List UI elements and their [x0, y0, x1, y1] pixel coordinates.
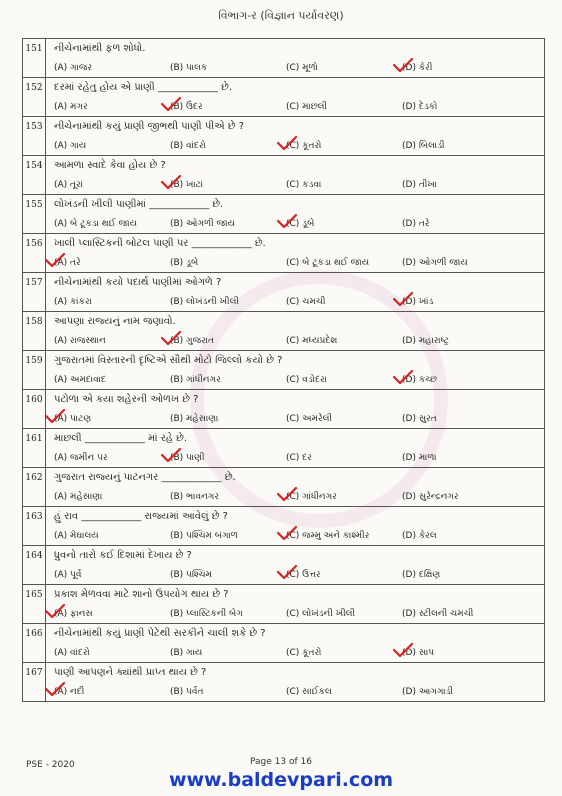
question-cell [46, 546, 545, 585]
question-number: 154 [23, 156, 46, 195]
question-cell [46, 585, 545, 624]
answer-option[interactable]: (A) રાજસ્થાન [54, 336, 106, 346]
question-number: 163 [23, 507, 46, 546]
answer-option[interactable]: (C) મૂળો [286, 63, 318, 73]
question-cell [46, 507, 545, 546]
red-tick-mark-icon [276, 564, 298, 580]
red-tick-mark-icon [392, 642, 414, 658]
answer-option[interactable]: (A) ફાનસ [54, 609, 93, 619]
red-tick-mark-icon [160, 447, 182, 463]
red-tick-mark-icon [160, 174, 182, 190]
question-text: પટોળા એ કયા શહેરની ઓળખ છે ? [54, 394, 199, 405]
red-tick-mark-icon [44, 252, 66, 268]
question-row [23, 39, 545, 78]
question-row [23, 390, 545, 429]
answer-option[interactable]: (C) માછલી [286, 102, 328, 112]
answer-option[interactable]: (C) કૂતરો [286, 648, 322, 658]
question-number: 151 [23, 39, 46, 78]
answer-option[interactable]: (B) ભાવનગર [170, 492, 219, 502]
question-row [23, 78, 545, 117]
red-tick-mark-icon [392, 369, 414, 385]
question-row [23, 429, 545, 468]
red-tick-mark-icon [276, 525, 298, 541]
answer-option[interactable]: (B) પશ્ચિમ [170, 570, 212, 580]
question-number: 160 [23, 390, 46, 429]
question-text: ધ્રુવનો તારો કઈ દિશામાં દેખાય છે ? [54, 550, 192, 561]
answer-option[interactable]: (A) તૂરાં [54, 180, 83, 190]
question-cell [46, 663, 545, 702]
answer-option[interactable]: (A) ગાજર [54, 63, 92, 73]
answer-option[interactable]: (D) કેરલ [402, 531, 437, 541]
answer-option[interactable]: (D) કચ્છ [402, 375, 437, 385]
question-text: નીચેનામાંથી કયું પ્રાણી જીભથી પાણી પીએ છે ? [54, 121, 245, 132]
question-cell [46, 468, 545, 507]
footer-code: PSE - 2020 [26, 760, 75, 770]
page-header: વિભાગ-ર (વિજ્ઞાન પર્યાવરણ) [218, 9, 344, 22]
answer-option[interactable]: (B) પશ્ચિમ બંગાળ [170, 531, 238, 541]
question-text: ગુજરાત રાજ્યનું પાટનગર ____________ છે. [54, 472, 236, 483]
red-tick-mark-icon [44, 681, 66, 697]
answer-option[interactable]: (C) ડૂબે [286, 219, 315, 229]
question-text: ગુજરાતમાં વિસ્તારની દૃષ્ટિએ સૌથી મોટો જિલ્લો કયો છે ? [54, 355, 283, 366]
answer-option[interactable]: (D) મહારાષ્ટ્ર [402, 336, 449, 346]
answer-option[interactable]: (C) બે ટૂકડા થઈ જાય [286, 258, 370, 268]
question-text: નીચેનામાંથી ફળ શોધો. [54, 43, 146, 54]
question-text: પાણી આપણને ક્યાંથી પ્રાપ્ત થાય છે ? [54, 667, 207, 678]
answer-option[interactable]: (D) કેરી [402, 63, 433, 73]
answer-option[interactable]: (A) મેઘાલય [54, 531, 99, 541]
answer-option[interactable]: (D) બિલાડી [402, 141, 445, 151]
question-text: દરમાં રહેતુ હોય એ પ્રાણી ____________ છે. [54, 82, 233, 93]
question-text: ખાલી પ્લાસ્ટિકની બોટલ પાણી પર ____________ છે. [54, 238, 266, 249]
answer-option[interactable]: (A) કાંકરા [54, 297, 92, 307]
answer-option[interactable]: (A) પૂર્વ [54, 570, 82, 580]
answer-option[interactable]: (B) ગુજરાત [170, 336, 214, 346]
red-tick-mark-icon [276, 135, 298, 151]
answer-option[interactable]: (B) ગાય [170, 648, 203, 658]
question-row [23, 156, 545, 195]
answer-option[interactable]: (B) વાંદરો [170, 141, 206, 151]
answer-option[interactable]: (C) વડોદરા [286, 375, 327, 385]
question-number: 167 [23, 663, 46, 702]
answer-option[interactable]: (B) મહેસાણા [170, 414, 219, 424]
red-tick-mark-icon [44, 603, 66, 619]
question-text: આપણા રાજ્યનું નામ જણાવો. [54, 316, 176, 327]
answer-option[interactable]: (C) અમરેલી [286, 414, 333, 424]
answer-option[interactable]: (A) મહેસાણા [54, 492, 103, 502]
answer-option[interactable]: (D) દક્ષિણ [402, 570, 441, 580]
question-number: 162 [23, 468, 46, 507]
red-tick-mark-icon [392, 291, 414, 307]
answer-option[interactable]: (D) માળા [402, 453, 437, 463]
red-tick-mark-icon [160, 96, 182, 112]
question-cell [46, 234, 545, 273]
question-number: 166 [23, 624, 46, 663]
question-row [23, 273, 545, 312]
answer-option[interactable]: (D) તીખા [402, 180, 437, 190]
question-row [23, 195, 545, 234]
red-tick-mark-icon [44, 408, 66, 424]
question-number: 153 [23, 117, 46, 156]
red-tick-mark-icon [392, 57, 414, 73]
question-text: માછલી ____________ માં રહે છે. [54, 433, 188, 444]
question-row [23, 312, 545, 351]
answer-option[interactable]: (A) જમીન પર [54, 453, 108, 463]
red-tick-mark-icon [276, 213, 298, 229]
question-number: 155 [23, 195, 46, 234]
answer-option[interactable]: (A) તરે [54, 258, 81, 268]
answer-option[interactable]: (C) ચમચી [286, 297, 326, 307]
question-row [23, 624, 545, 663]
answer-option[interactable]: (B) ઓગળી જાય [170, 219, 236, 229]
question-row [23, 507, 545, 546]
answer-option[interactable]: (B) લોખંડની ખીલી [170, 297, 239, 307]
question-cell [46, 78, 545, 117]
answer-option[interactable]: (C) દર [286, 453, 312, 463]
answer-option[interactable]: (B) પાલક [170, 63, 208, 73]
answer-option[interactable]: (B) પાણી [170, 453, 205, 463]
answer-option[interactable]: (A) વાંદરો [54, 648, 90, 658]
question-text: પ્રકાશ મેળવવા માટે શાનો ઉપયોગ થાય છે ? [54, 589, 229, 600]
answer-option[interactable]: (C) મધ્યપ્રદેશ [286, 336, 338, 346]
question-cell [46, 351, 545, 390]
question-cell [46, 429, 545, 468]
question-number: 161 [23, 429, 46, 468]
question-cell [46, 156, 545, 195]
question-cell [46, 390, 545, 429]
question-row [23, 351, 545, 390]
red-tick-mark-icon [160, 330, 182, 346]
question-number: 164 [23, 546, 46, 585]
question-number: 158 [23, 312, 46, 351]
question-text: હું રાવ ____________ રાજ્યમાં આવેલું છે ? [54, 511, 228, 522]
answer-option[interactable]: (A) મગર [54, 102, 88, 112]
answer-option[interactable]: (D) ખાંડ [402, 297, 434, 307]
answer-option[interactable]: (A) ગાય [54, 141, 87, 151]
question-text: નીચેનામાંથી કયું પ્રાણી પેટેથી સરકીને ચાલી શકે છે ? [54, 628, 266, 639]
question-text: નીચેનામાંથી કયો પદાર્થ પાણીમાં ઓગળે ? [54, 277, 222, 288]
answer-option[interactable]: (B) ડૂબે [170, 258, 199, 268]
answer-option[interactable]: (D) સ્ટીલની ચમચી [402, 609, 474, 619]
answer-option[interactable]: (C) કડવા [286, 180, 322, 190]
question-number: 152 [23, 78, 46, 117]
question-cell [46, 273, 545, 312]
question-table [22, 38, 545, 702]
question-number: 159 [23, 351, 46, 390]
answer-option[interactable]: (C) સાઈકલ [286, 687, 332, 697]
question-row [23, 546, 545, 585]
question-cell [46, 117, 545, 156]
question-cell [46, 39, 545, 78]
question-number: 157 [23, 273, 46, 312]
answer-option[interactable]: (A) નદી [54, 687, 85, 697]
answer-option[interactable]: (D) ઓગળી જાય [402, 258, 468, 268]
answer-option[interactable]: (D) દેડકો [402, 102, 438, 112]
answer-option[interactable]: (B) પ્લાસ્ટિકની બેગ [170, 609, 243, 619]
answer-option[interactable]: (B) ઉંદર [170, 102, 203, 112]
answer-option[interactable]: (D) સાપ [402, 648, 435, 658]
question-number: 165 [23, 585, 46, 624]
question-text: આમળા સ્વાદે કેવા હોય છે ? [54, 160, 166, 171]
red-tick-mark-icon [276, 486, 298, 502]
question-row [23, 585, 545, 624]
answer-option[interactable]: (A) બે ટૂકડા થઈ જાય [54, 219, 137, 229]
answer-option[interactable]: (D) આગગાડી [402, 687, 454, 697]
answer-option[interactable]: (B) ગાંધીનગર [170, 375, 221, 385]
answer-option[interactable]: (A) પાટણ [54, 414, 92, 424]
question-row [23, 468, 545, 507]
question-cell [46, 195, 545, 234]
answer-option[interactable]: (B) પર્વત [170, 687, 204, 697]
answer-option[interactable]: (C) ગાંધીનગર [286, 492, 337, 502]
answer-option[interactable]: (C) જમ્મુ અને કાશ્મીર [286, 531, 370, 541]
answer-option[interactable]: (C) લોખંડની ખીલી [286, 609, 356, 619]
answer-option[interactable]: (D) સુરત [402, 414, 437, 424]
answer-option[interactable]: (A) અમદાવાદ [54, 375, 106, 385]
footer-website-url[interactable]: www.baldevpari.com [168, 769, 394, 791]
question-cell [46, 624, 545, 663]
question-row [23, 117, 545, 156]
answer-option[interactable]: (D) સુરેન્દ્રનગર [402, 492, 459, 502]
question-number: 156 [23, 234, 46, 273]
answer-option[interactable]: (C) કૂતરો [286, 141, 322, 151]
answer-option[interactable]: (C) ઉત્તર [286, 570, 321, 580]
footer-page-number: Page 13 of 16 [250, 757, 312, 767]
answer-option[interactable]: (D) તરે [402, 219, 430, 229]
answer-option[interactable]: (B) ખાટાં [170, 180, 204, 190]
question-row [23, 234, 545, 273]
question-text: લોખંડની ખીલી પાણીમાં ____________ છે. [54, 199, 224, 210]
question-row [23, 663, 545, 702]
question-cell [46, 312, 545, 351]
